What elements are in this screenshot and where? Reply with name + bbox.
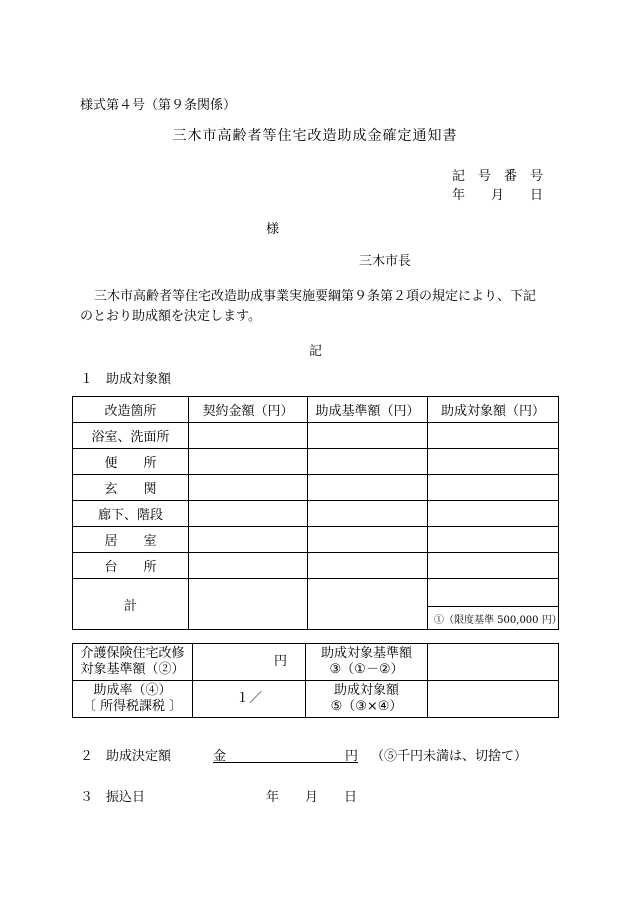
base-amount-cell[interactable] [308,449,428,475]
target-amount-line1: 助成対象額 [333,683,399,698]
rate-line2: 〔 所得税課税 〕 [82,699,183,714]
target-amount-label [306,681,428,718]
section2-heading: ２ 助成決定額 [80,749,172,764]
target-amount-cell[interactable] [428,423,559,449]
contract-amount-cell[interactable] [189,423,308,449]
care-label-line1: 介護保険住宅改修 [80,646,185,661]
care-label-line2: 対象基準額（②） [80,662,185,677]
form-label: 様式第４号（第９条関係） [80,98,237,113]
decision-amount-field[interactable] [213,745,358,763]
target-base-line1: 助成対象基準額 [320,646,412,661]
rate-label [73,681,193,718]
table-row [73,449,559,475]
column-header: 契約金額（円） [189,397,308,423]
yen-label: 円 [273,654,287,669]
table-row [73,527,559,553]
care-insurance-label [73,644,193,681]
base-amount-cell[interactable] [308,475,428,501]
issuer-name: 三木市長 [359,254,412,269]
table-row [73,475,559,501]
row-label: 居 室 [73,527,189,553]
target-base-value[interactable] [428,644,559,681]
row-label: 浴室、洗面所 [73,423,189,449]
column-header: 改造箇所 [73,397,189,423]
table-row [73,553,559,579]
row-label: 台 所 [73,553,189,579]
column-header: 助成基準額（円） [308,397,428,423]
contract-amount-cell[interactable] [189,553,308,579]
contract-amount-cell[interactable] [189,527,308,553]
row-label: 玄 関 [73,475,189,501]
body-text-line1: 三木市高齢者等住宅改造助成事業実施要綱第９条第２項の規定により、下記 [94,289,537,304]
base-amount-cell[interactable] [308,501,428,527]
contract-amount-cell[interactable] [189,475,308,501]
total-contract-cell[interactable] [189,579,308,630]
transfer-date: 年 月 日 [266,790,358,805]
total-label: 計 [73,579,189,630]
contract-amount-cell[interactable] [189,501,308,527]
section1-heading: １ 助成対象額 [80,372,172,387]
subsidy-target-table [72,396,562,630]
table-total-row [73,579,559,630]
ki-label: 記 [309,344,323,359]
target-base-line2: ③（①－②） [329,662,404,677]
target-amount-cell[interactable] [428,475,559,501]
base-amount-cell[interactable] [308,553,428,579]
document-title: 三木市高齢者等住宅改造助成金確定通知書 [172,128,458,144]
target-amount-value[interactable] [428,681,559,718]
target-amount-line2: ⑤（③×④） [330,699,403,714]
rate-value[interactable]: １／ [193,681,306,718]
table-row [73,681,559,718]
section3-heading: ３ 振込日 [80,790,146,805]
target-amount-cell[interactable] [428,501,559,527]
row-label: 廊下、階段 [73,501,189,527]
rate-line1: 助成率（④） [93,683,172,698]
body-text-line2: のとおり助成額を決定します。 [80,309,261,324]
addressee-suffix: 様 [266,222,280,237]
target-amount-cell[interactable] [428,553,559,579]
column-header: 助成対象額（円） [428,397,559,423]
record-number: 記 号 番 号 [452,169,544,184]
limit-note: ①（限度基準 500,000 円） [434,614,562,626]
contract-amount-cell[interactable] [189,449,308,475]
yen-label: 円 [344,749,358,764]
row-label: 便 所 [73,449,189,475]
issue-date: 年 月 日 [452,188,544,203]
table-row [73,644,559,681]
total-target-cell[interactable] [428,579,562,630]
target-base-label [306,644,428,681]
total-base-cell[interactable] [308,579,428,630]
base-amount-cell[interactable] [308,527,428,553]
table-row [73,501,559,527]
base-amount-cell[interactable] [308,423,428,449]
kin-label: 金 [213,749,227,764]
table-row [73,423,559,449]
target-amount-cell[interactable] [428,449,559,475]
rounding-note: （⑤千円未満は、切捨て） [371,749,528,764]
care-insurance-amount[interactable] [193,644,306,681]
target-amount-cell[interactable] [428,527,559,553]
table-header-row [73,397,559,423]
calculation-table [72,643,559,718]
